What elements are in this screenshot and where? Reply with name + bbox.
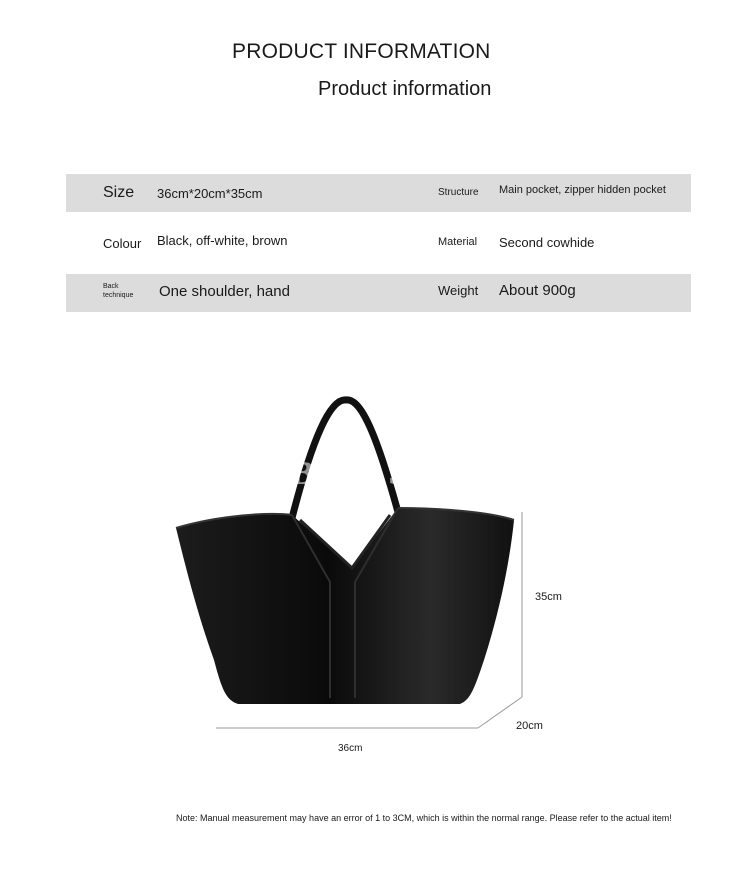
spec-label-weight: Weight: [438, 283, 479, 298]
spec-label-structure: Structure: [438, 187, 479, 198]
page-subtitle: Product information: [318, 78, 492, 100]
store-watermark: Umi Bags Store: [206, 457, 484, 492]
spec-label-back-technique: Back technique: [103, 283, 134, 299]
spec-value-structure: Main pocket, zipper hidden pocket: [499, 184, 666, 196]
spec-label-material: Material: [438, 236, 478, 248]
bag-body: [176, 508, 514, 704]
page-title: PRODUCT INFORMATION: [232, 40, 491, 63]
dim-label-width: 36cm: [338, 743, 363, 754]
spec-label-colour: Colour: [103, 236, 142, 251]
dim-label-depth: 20cm: [516, 720, 543, 732]
spec-value-colour: Black, off-white, brown: [157, 233, 288, 248]
spec-value-weight: About 900g: [499, 282, 576, 299]
measurement-note: Note: Manual measurement may have an error of 1 to 3CM, which is within the normal range. Please refer to the actual item!: [176, 813, 672, 823]
spec-label-size: Size: [103, 184, 135, 201]
spec-value-back-technique: One shoulder, hand: [159, 283, 290, 300]
spec-value-size: 36cm*20cm*35cm: [157, 186, 263, 201]
dim-label-height: 35cm: [535, 591, 562, 603]
spec-value-material: Second cowhide: [499, 235, 595, 250]
